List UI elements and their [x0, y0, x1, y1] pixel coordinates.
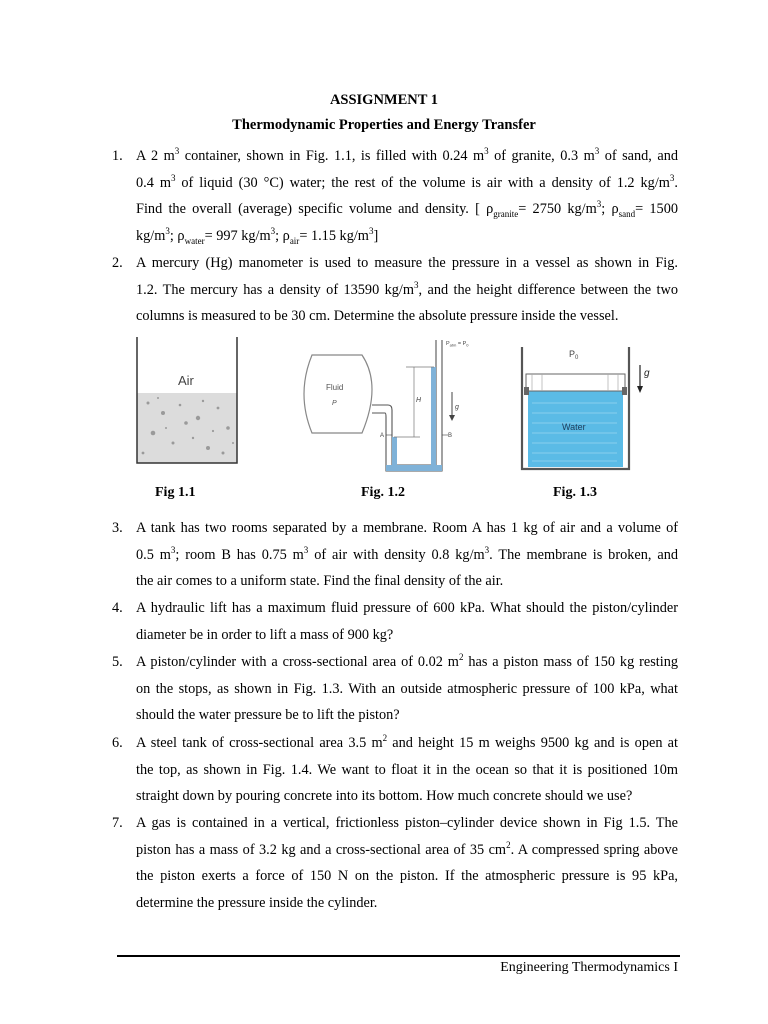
- figure-1-2: [292, 337, 472, 475]
- air-label: Air: [178, 373, 194, 388]
- question-line: should the water pressure be to lift the piston?: [136, 707, 400, 724]
- question-6: [112, 730, 678, 810]
- manometer-tube-outer: [372, 340, 436, 465]
- question-line: 0.5 $m^3$; room B has 0.75 $m^3$ of air with density 0.8 $kg/m^3$. The membrane is broken, and: [136, 544, 679, 563]
- point-b-label: B: [448, 433, 453, 439]
- figure-1-1-caption: Fig 1.1: [155, 485, 196, 500]
- question-line: A 2 $m^3$ container, shown in Fig. 1.1, is filled with 0.24 $m^3$ of granite, 0.3 $m^3$ of sand, and: [136, 146, 678, 164]
- question-line: A gas is contained in a vertical, frictionless piston–cylinder device shown in Fig 1.5. The: [136, 815, 678, 831]
- question-line: the air comes to a uniform state. Find the final density of the air.: [136, 573, 504, 590]
- stop-left: [524, 387, 529, 395]
- question-line: A tank has two rooms separated by a membrane. Room A has 1 kg of air and a volume of: [136, 520, 678, 536]
- assignment-subtitle: Thermodynamic Properties and Energy Transfer: [232, 117, 536, 133]
- stop-right: [622, 387, 627, 395]
- figure-1-1: [128, 333, 260, 475]
- question-2: [112, 250, 678, 330]
- question-line: straight down by pouring concrete into its bottom. How much concrete should we use?: [136, 788, 633, 805]
- question-number: 3.: [112, 520, 123, 536]
- question-line: columns is measured to be 30 cm. Determine the absolute pressure inside the vessel.: [136, 308, 619, 325]
- question-5: [112, 649, 678, 729]
- question-number: 6.: [112, 735, 123, 751]
- question-number: 7.: [112, 815, 123, 831]
- piston: [526, 374, 625, 391]
- mercury-right: [431, 367, 436, 465]
- question-number: 1.: [112, 148, 123, 164]
- question-line: diameter be in order to lift a mass of 900 kg?: [136, 626, 394, 643]
- point-a-label: A: [380, 433, 385, 439]
- gravity-g-label: g: [644, 368, 650, 379]
- figure-1-2-caption: Fig. 1.2: [361, 485, 405, 500]
- mercury-left: [392, 437, 397, 465]
- question-number: 4.: [112, 600, 123, 616]
- water-label: Water: [562, 422, 586, 432]
- mercury-bottom: [386, 465, 442, 471]
- gravity-g-label: g: [455, 404, 459, 411]
- footer-divider: [117, 955, 680, 957]
- question-line: A piston/cylinder with a cross-sectional area of 0.02 $m^2$ has a piston mass of 150 kg resting: [136, 652, 679, 670]
- question-7: [112, 810, 678, 917]
- footer-course-name: Engineering Thermodynamics I: [500, 960, 678, 975]
- question-line: A hydraulic lift has a maximum fluid pressure of 600 kPa. What should the piston/cylinder: [136, 600, 678, 616]
- figure-1-3: [512, 343, 660, 473]
- question-line: Find the overall (average) specific volume and density. [ $\rho_{granite}= 2750$ $kg/m^3$; $\rho_{sand}= 1500$: [136, 199, 678, 220]
- question-line: piston has a mass of 3.2 kg and a cross-sectional area of 35 $cm^2$. A compressed spring above: [136, 839, 678, 858]
- question-3: [112, 515, 678, 595]
- question-line: A steel tank of cross-sectional area 3.5 $m^2$ and height 15 m weighs 9500 kg and is open at: [136, 733, 679, 751]
- question-line: determine the pressure inside the cylinder.: [136, 895, 378, 912]
- question-line: A mercury (Hg) manometer is used to measure the pressure in a vessel as shown in Fig.: [136, 255, 678, 271]
- fluid-label: Fluid: [326, 383, 344, 392]
- question-line: the piston exerts a force of 150 N on the piston. If the atmospheric pressure is 95 kPa,: [136, 868, 678, 885]
- pressure-p-label: P: [332, 400, 337, 407]
- question-line: the top, as shown in Fig. 1.4. We want to float it in the ocean so that it is positioned 10m: [136, 761, 678, 778]
- p0-label: $P_0$: [569, 349, 579, 361]
- question-line: $kg/m^3$; $\rho_{water}= 997$ $kg/m^3$; $\rho_{air}= 1.15$ $kg/m^3$]: [136, 226, 379, 246]
- figure-1-3-caption: Fig. 1.3: [553, 485, 597, 500]
- height-h-label: H: [416, 397, 422, 404]
- patm-label: $P_{atm} = P_0$: [446, 341, 469, 348]
- question-line: 0.4 $m^3$ of liquid (30 °C) water; the rest of the volume is air with a density of 1.2 $kg/m^3$.: [136, 172, 678, 191]
- question-1: [112, 143, 678, 250]
- question-number: 2.: [112, 255, 123, 271]
- assignment-title: ASSIGNMENT 1: [329, 92, 439, 108]
- question-line: on the stops, as shown in Fig. 1.3. With an outside atmospheric pressure of 100 kPa, what: [136, 680, 678, 697]
- question-line: 1.2. The mercury has a density of 13590 $kg/m^3$, and the height difference between the two: [136, 279, 678, 298]
- question-4: [112, 595, 678, 648]
- fluid-vessel: [304, 355, 372, 433]
- question-number: 5.: [112, 654, 123, 670]
